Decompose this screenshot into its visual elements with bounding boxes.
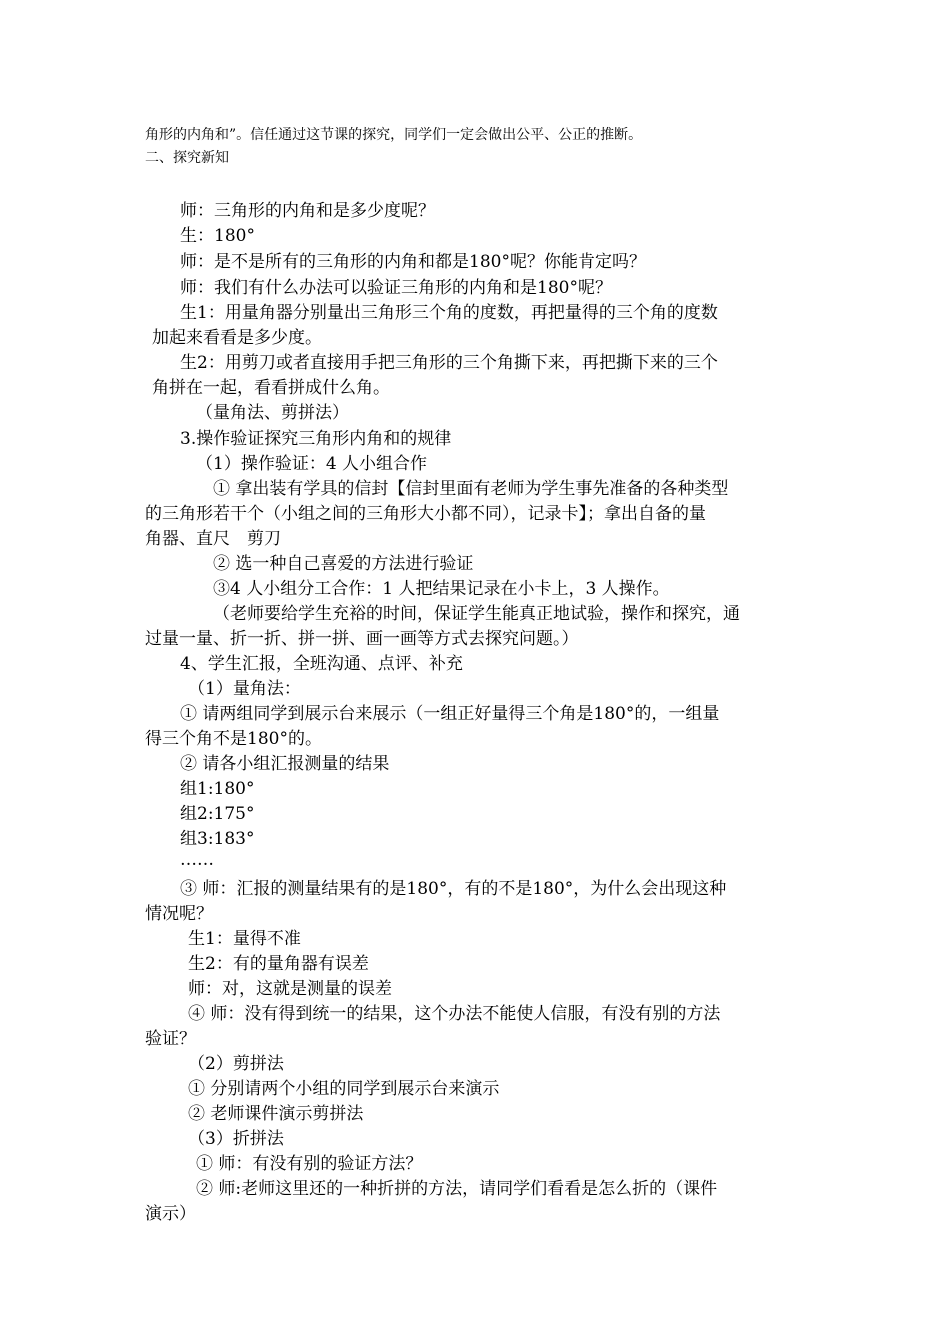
text-line: ② 选一种自己喜爱的方法进行验证 [213, 554, 474, 574]
text-line: 演示） [145, 1204, 196, 1224]
text-line: 组1:180° [180, 779, 255, 799]
text-line: ③4 人小组分工合作：1 人把结果记录在小卡上，3 人操作。 [213, 579, 670, 599]
text-line: 过量一量、折一折、拼一拼、画一画等方式去探究问题。） [145, 629, 579, 649]
text-line: 3.操作验证探究三角形内角和的规律 [180, 429, 452, 449]
text-line: 角拼在一起，看看拼成什么角。 [152, 378, 390, 398]
text-line: ④ 师：没有得到统一的结果，这个办法不能使人信服，有没有别的方法 [188, 1004, 721, 1024]
text-line: ① 师：有没有别的验证方法？ [196, 1154, 423, 1174]
text-line: 师：对，这就是测量的误差 [188, 979, 392, 999]
text-line: 得三个角不是180°的。 [145, 729, 322, 749]
text-line: 师：三角形的内角和是多少度呢？ [180, 201, 435, 221]
text-line: （量角法、剪拼法） [196, 403, 349, 423]
text-line: （1）操作验证：4 人小组合作 [196, 454, 428, 474]
text-line: 组2:175° [180, 804, 255, 824]
text-line: （3）折拼法 [188, 1129, 284, 1149]
text-line: ② 请各小组汇报测量的结果 [180, 754, 390, 774]
text-line: 角器、直尺 剪刀 [145, 529, 281, 549]
text-line: 情况呢？ [145, 904, 213, 924]
text-line: 角形的内角和”。信任通过这节课的探究，同学们一定会做出公平、公正的推断。 [145, 127, 643, 143]
text-line: （1）量角法： [188, 679, 301, 699]
section-heading: 二、探究新知 [145, 150, 229, 166]
text-line: ③ 师：汇报的测量结果有的是180°，有的不是180°，为什么会出现这种 [180, 879, 727, 899]
text-line: （老师要给学生充裕的时间，保证学生能真正地试验，操作和探究，通 [213, 604, 740, 624]
text-line: 组3:183° [180, 829, 255, 849]
text-line: 加起来看看是多少度。 [152, 328, 322, 348]
text-line: …… [180, 850, 214, 870]
text-line: 生1：用量角器分别量出三角形三个角的度数，再把量得的三个角的度数 [180, 303, 718, 323]
text-line: 生1：量得不准 [188, 929, 301, 949]
text-line: 4、学生汇报，全班沟通、点评、补充 [180, 654, 463, 674]
text-line: ② 师:老师这里还的一种折拼的方法，请同学们看看是怎么折的（课件 [196, 1179, 718, 1199]
text-line: 师：我们有什么办法可以验证三角形的内角和是180°呢？ [180, 278, 612, 298]
text-line: 生2：有的量角器有误差 [188, 954, 369, 974]
text-line: 的三角形若干个（小组之间的三角形大小都不同），记录卡】；拿出自备的量 [145, 504, 706, 524]
text-line: 生：180° [180, 226, 255, 246]
text-line: （2）剪拼法 [188, 1054, 284, 1074]
text-line: 生2：用剪刀或者直接用手把三角形的三个角撕下来，再把撕下来的三个 [180, 353, 718, 373]
text-line: ② 老师课件演示剪拼法 [188, 1104, 364, 1124]
text-line: ① 分别请两个小组的同学到展示台来演示 [188, 1079, 500, 1099]
text-line: 验证？ [145, 1029, 196, 1049]
text-line: ① 请两组同学到展示台来展示（一组正好量得三个角是180°的，一组量 [180, 704, 720, 724]
text-line: 师：是不是所有的三角形的内角和都是180°呢？你能肯定吗？ [180, 252, 646, 272]
text-line: ① 拿出装有学具的信封【信封里面有老师为学生事先准备的各种类型 [213, 479, 729, 499]
